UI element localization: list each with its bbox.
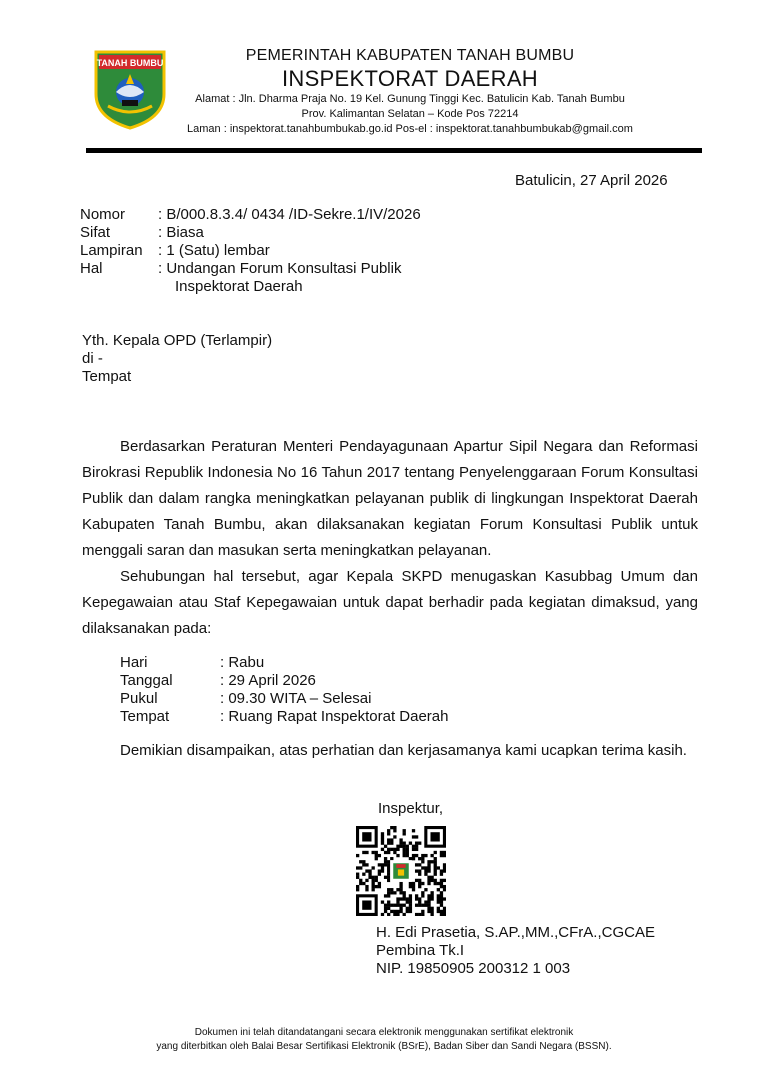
body-paragraph-1: Berdasarkan Peraturan Menteri Pendayagunaan Apartur Sipil Negara dan Reformasi Birokrasi Republik Indonesia No 16 Tahun 2017 tentang Penyelenggaraan Forum Konsultasi Publik dan dalam rangka meningkatkan pelayanan publik di lingkungan Inspektorat Daerah Kabupaten Tanah Bumbu, akan dilaksanakan kegiatan Forum Konsultasi Publik untuk menggali saran dan masukan serta meningkatkan pelayanan. [82, 438, 698, 559]
e-signature-footer [0, 1026, 768, 1054]
letter-date: Batulicin, 27 April 2026 [515, 172, 668, 189]
government-name: PEMERINTAH KABUPATEN TANAH BUMBU [245, 47, 575, 64]
hal-value: : Undangan Forum Konsultasi Publik [158, 260, 402, 277]
sifat-label: Sifat [80, 224, 111, 241]
meta-lampiran [80, 242, 421, 260]
letterhead [160, 46, 660, 137]
signature-qr-code [356, 826, 446, 916]
footer-line-1: Dokumen ini telah ditandatangani secara elektronik menggunakan sertifikat elektronik [194, 1027, 574, 1038]
pukul-label: Pukul [120, 690, 158, 707]
tanggal-label: Tanggal [120, 672, 173, 689]
regency-logo [92, 48, 168, 130]
event-tanggal [120, 672, 448, 690]
recipient-line-2: di - [82, 350, 103, 367]
nomor-value: : B/000.8.3.4/ 0434 /ID-Sekre.1/IV/2026 [158, 206, 421, 223]
letter-body [82, 434, 698, 642]
regency-emblem-icon [92, 48, 168, 130]
closing-sentence: Demikian disampaikan, atas perhatian dan kerjasamanya kami ucapkan terima kasih. [120, 742, 687, 759]
qr-code-icon [356, 826, 446, 916]
meta-hal [80, 260, 421, 278]
recipient-line-3: Tempat [82, 368, 132, 385]
event-pukul [120, 690, 448, 708]
event-hari [120, 654, 448, 672]
meta-nomor [80, 206, 421, 224]
signer-rank: Pembina Tk.I [376, 942, 465, 959]
hal-value-continued: Inspektorat Daerah [175, 278, 303, 295]
signer-name: H. Edi Prasetia, S.AP.,MM.,CFrA.,CGCAE [376, 924, 655, 941]
hari-label: Hari [120, 654, 148, 671]
letter-meta [80, 206, 421, 296]
department-name: INSPEKTORAT DAERAH [281, 66, 538, 91]
meta-sifat [80, 224, 421, 242]
body-paragraph-2: Sehubungan hal tersebut, agar Kepala SKPD menugaskan Kasubbag Umum dan Kepegawaian atau Staf Kepegawaian untuk dapat berhadir pada kegiatan dimaksud, yang dilaksanakan pada: [82, 568, 698, 637]
address-line-3: Laman : inspektorat.tanahbumbukab.go.id Pos-el : inspektorat.tanahbumbukab@gmail.com [187, 123, 633, 135]
nomor-label: Nomor [80, 206, 126, 223]
event-tempat [120, 708, 448, 726]
address-line-2: Prov. Kalimantan Selatan – Kode Pos 72214 [301, 108, 519, 120]
logo-text: TANAH BUMBU [96, 58, 164, 68]
lampiran-label: Lampiran [80, 242, 143, 259]
tanggal-value: : 29 April 2026 [220, 672, 316, 689]
signer-nip: NIP. 19850905 200312 1 003 [376, 960, 571, 977]
recipient-block [82, 332, 272, 386]
footer-line-2: yang diterbitkan oleh Balai Besar Sertifikasi Elektronik (BSrE), Badan Siber dan Sandi Negara (BSSN). [156, 1041, 612, 1052]
sifat-value: : Biasa [158, 224, 204, 241]
pukul-value: : 09.30 WITA – Selesai [220, 690, 372, 707]
hari-value: : Rabu [220, 654, 265, 671]
signer-title: Inspektur, [378, 800, 444, 817]
recipient-line-1: Yth. Kepala OPD (Terlampir) [82, 332, 273, 349]
tempat-value: : Ruang Rapat Inspektorat Daerah [220, 708, 449, 725]
address-line-1: Alamat : Jln. Dharma Praja No. 19 Kel. Gunung Tinggi Kec. Batulicin Kab. Tanah Bumbu [195, 93, 625, 105]
letterhead-divider [86, 148, 702, 153]
tempat-label: Tempat [120, 708, 170, 725]
lampiran-value: : 1 (Satu) lembar [158, 242, 270, 259]
event-details [120, 654, 448, 726]
signature-block [376, 924, 655, 978]
hal-label: Hal [80, 260, 103, 277]
